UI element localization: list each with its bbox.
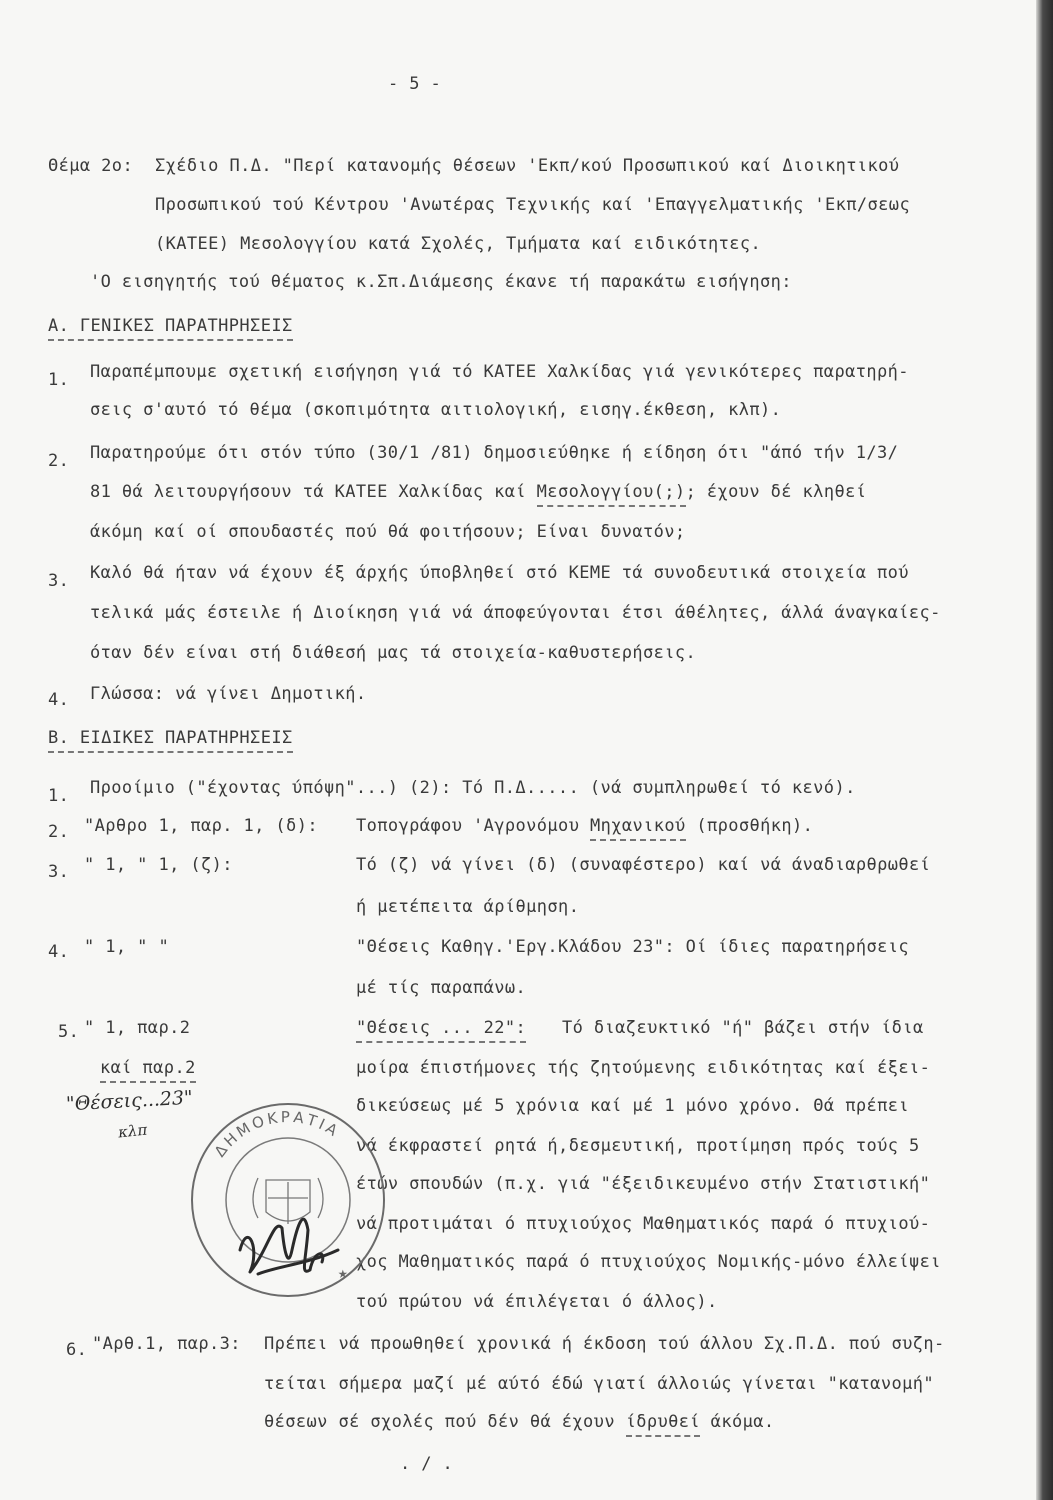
remark-2-text (356, 816, 813, 836)
svg-text:ΔΗΜΟΚΡΑΤΙΑ (211, 1108, 343, 1161)
handwritten-note: "Θέσεις...23" (65, 1086, 194, 1116)
remark-5-quote: "Θέσεις ... 22": (356, 1018, 526, 1043)
remark-6-text-c: άκόμα. (700, 1412, 775, 1432)
remark-5-line-5: έτών σπουδών (π.χ. γιά "έξειδικευμένο στήν Στατιστική" (356, 1174, 931, 1194)
remark-5-line-1: Τό διαζευκτικό "ή" βάζει στήν ίδια (562, 1018, 924, 1038)
remark-1: Προοίμιο ("έχοντας ύπόψη"...) (2): Τό Π.Δ..... (νά συμπληρωθεί τό κενό). (90, 778, 856, 798)
item-2-text: 81 θά λειτουργήσουν τά ΚΑΤΕΕ Χαλκίδας καί (90, 482, 537, 502)
item-number: 4. (48, 942, 70, 962)
item-number: 3. (48, 862, 70, 882)
remark-5-ref: " 1, παρ.2 (84, 1018, 191, 1038)
remark-6-ref: "Αρθ.1, παρ.3: (92, 1334, 241, 1354)
continuation-mark: . / . (400, 1454, 454, 1474)
item-1-line-2: σεις σ'αυτό τό θέμα (σκοπιμότητα αιτιολογική, εισηγ.έκθεση, κλπ). (90, 400, 782, 420)
remark-2-text-a: Τοπογράφου 'Αγρονόμου (356, 816, 590, 836)
binding-edge (1036, 0, 1053, 1500)
page-number: - 5 - (388, 74, 442, 94)
remark-5-line-7: χος Μαθηματικός παρά ό πτυχιούχος Νομικής-μόνο έλλείψει (356, 1252, 941, 1272)
remark-6-underlined: ίδρυθεί (626, 1412, 700, 1437)
remark-5-line-6: νά προτιμάται ό πτυχιούχος Μαθηματικός παρά ό πτυχιού- (356, 1214, 931, 1234)
remark-3-line-2: ή μετέπειτα άρίθμηση. (356, 897, 580, 917)
item-number: 4. (48, 690, 70, 710)
remark-4-ref: " 1, " " (84, 937, 170, 957)
remark-5-ref-2: καί παρ.2 (100, 1058, 196, 1083)
remark-3-line-1: Τό (ζ) νά γίνει (δ) (συναφέστερο) καί νά άναδιαρθρωθεί (356, 855, 931, 875)
star-icon: ★ (338, 1263, 348, 1282)
item-number: 2. (48, 822, 70, 842)
remark-2-text-c: (προσθήκη). (685, 816, 814, 836)
remark-6-line-1: Πρέπει νά προωθηθεί χρονικά ή έκδοση τού άλλου Σχ.Π.Δ. πού συζη- (264, 1334, 945, 1354)
item-2-underlined: Μεσολογγίου(;) (537, 482, 686, 507)
subject-line-3: (ΚΑΤΕΕ) Μεσολογγίου κατά Σχολές, Τμήματα καί ειδικότητες. (155, 234, 762, 254)
stamp-text: ΔΗΜΟΚΡΑΤΙΑ (210, 1107, 344, 1161)
remark-5-line-2: μοίρα έπιστήμονες τής ζητούμενης ειδικότητας καί έξει- (356, 1058, 931, 1078)
remark-4-line-1: "Θέσεις Καθηγ.'Εργ.Κλάδου 23": Οί ίδιες παρατηρήσεις (356, 937, 910, 957)
remark-5-line-8: τού πρώτου νά έπιλέγεται ό άλλος). (356, 1292, 718, 1312)
item-3-line-1: Καλό θά ήταν νά έχουν έξ άρχής ύποβληθεί στό ΚΕΜΕ τά συνοδευτικά στοιχεία πού (90, 563, 909, 583)
handwritten-note-2: κλπ (117, 1120, 149, 1142)
item-number: 2. (48, 451, 70, 471)
subject-line-1: Σχέδιο Π.Δ. "Περί κατανομής θέσεων 'Εκπ/κού Προσωπικού καί Διοικητικού (155, 156, 900, 176)
remark-5-line-3: δικεύσεως μέ 5 χρόνια καί μέ 1 μόνο χρόνο. Θά πρέπει (356, 1096, 910, 1116)
item-2-line-1: Παρατηρούμε ότι στόν τύπο (30/1 /81) δημοσιεύθηκε ή είδηση ότι "άπό τήν 1/3/ (90, 443, 899, 463)
remark-6-line-3 (264, 1412, 775, 1432)
remark-2-ref: "Αρθρο 1, παρ. 1, (δ): (84, 816, 318, 836)
subject-label: Θέμα 2ο: (48, 156, 134, 176)
intro-paragraph: 'Ο εισηγητής τού θέματος κ.Σπ.Διάμεσης έκανε τή παρακάτω εισήγηση: (90, 272, 792, 292)
item-number: 1. (48, 786, 70, 806)
item-2-line-3: άκόμη καί οί σπουδαστές πού θά φοιτήσουν; Είναι δυνατόν; (90, 522, 686, 542)
remark-2-underlined: Μηχανικού (590, 816, 686, 841)
remark-6-text-a: θέσεων σέ σχολές πού δέν θά έχουν (264, 1412, 626, 1432)
subject-line-2: Προσωπικού τού Κέντρου 'Ανωτέρας Τεχνικής καί 'Επαγγελματικής 'Εκπ/σεως (155, 195, 911, 215)
remark-6-line-2: τείται σήμερα μαζί μέ αύτό έδώ γιατί άλλοιώς γίνεται "κατανομή" (264, 1374, 934, 1394)
item-number: 6. (66, 1340, 88, 1360)
item-1-line-1: Παραπέμπουμε σχετική εισήγηση γιά τό ΚΑΤΕΕ Χαλκίδας γιά γενικότερες παρατηρή- (90, 362, 909, 382)
item-4-line-1: Γλώσσα: νά γίνει Δημοτική. (90, 684, 367, 704)
item-2-line-2 (90, 482, 866, 502)
official-stamp (188, 1100, 388, 1300)
item-number: 1. (48, 370, 70, 390)
signature (240, 1219, 338, 1274)
item-3-line-2: τελικά μάς έστειλε ή Διοίκηση γιά νά άποφεύγονται έτσι άθέλητες, άλλά άναγκαίες- (90, 603, 941, 623)
item-3-line-3: όταν δέν είναι στή διάθεσή μας τά στοιχεία-καθυστερήσεις. (90, 643, 697, 663)
section-a-heading: Α. ΓΕΝΙΚΕΣ ΠΑΡΑΤΗΡΗΣΕΙΣ (48, 316, 293, 341)
section-b-heading: Β. ΕΙΔΙΚΕΣ ΠΑΡΑΤΗΡΗΣΕΙΣ (48, 728, 293, 753)
remark-4-line-2: μέ τίς παραπάνω. (356, 978, 527, 998)
remark-5-line-4: νά έκφραστεί ρητά ή,δεσμευτική, προτίμηση πρός τούς 5 (356, 1136, 920, 1156)
remark-3-ref: " 1, " 1, (ζ): (84, 855, 233, 875)
item-2-text-end: ; έχουν δέ κληθεί (685, 482, 867, 502)
item-number: 5. (58, 1022, 80, 1042)
item-number: 3. (48, 571, 70, 591)
